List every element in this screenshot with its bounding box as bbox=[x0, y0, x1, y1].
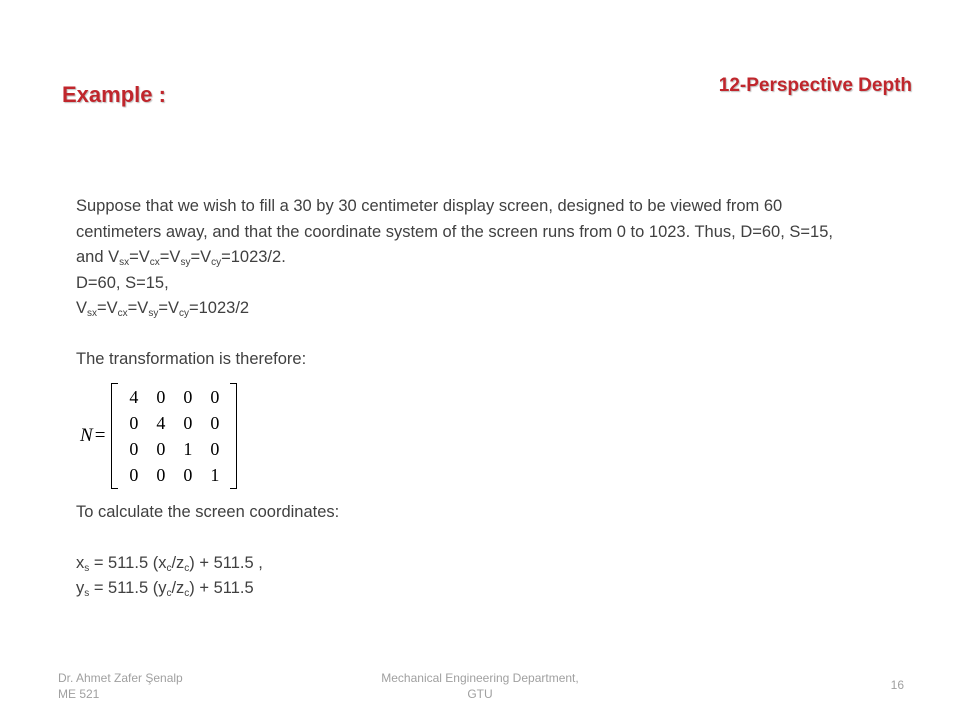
footer-author bbox=[58, 670, 183, 702]
matrix-cell: 0 bbox=[210, 387, 220, 407]
line-v-values bbox=[76, 296, 856, 322]
calculate-text: To calculate the screen coordinates: bbox=[76, 503, 340, 521]
subscript-c: c bbox=[166, 562, 172, 574]
v-text: =V bbox=[97, 299, 118, 317]
eq-text: = 511.5 (x bbox=[89, 553, 167, 572]
matrix-cell: 0 bbox=[156, 387, 166, 407]
course-code: ME 521 bbox=[58, 687, 100, 701]
matrix-cell: 0 bbox=[210, 439, 220, 459]
matrix-grid bbox=[118, 384, 230, 488]
subscript-sx: sx bbox=[87, 308, 98, 319]
matrix-cell: 0 bbox=[156, 465, 166, 485]
intro-paragraph bbox=[76, 194, 856, 271]
department-line: Mechanical Engineering Department, bbox=[381, 671, 579, 685]
subscript-c: c bbox=[184, 562, 190, 574]
spacer bbox=[76, 322, 856, 347]
subscript-sx: sx bbox=[119, 257, 130, 268]
subscript-sy: sy bbox=[180, 257, 191, 268]
matrix-cell: 4 bbox=[129, 387, 139, 407]
department-line: GTU bbox=[467, 687, 493, 701]
subscript-cy: cy bbox=[178, 308, 189, 319]
spacer bbox=[76, 526, 856, 551]
matrix-cell: 0 bbox=[129, 439, 139, 459]
transformation-text: The transformation is therefore: bbox=[76, 349, 307, 368]
subscript-cx: cx bbox=[117, 308, 128, 319]
left-bracket bbox=[111, 383, 118, 489]
eq-text: = 511.5 (y bbox=[89, 579, 167, 597]
intro-text: =V bbox=[159, 248, 181, 266]
equation-xs bbox=[76, 551, 856, 577]
eq-text: x bbox=[76, 553, 85, 572]
page-number: 16 bbox=[890, 678, 904, 692]
matrix-cell: 0 bbox=[183, 465, 193, 485]
matrix-cell: 4 bbox=[156, 413, 166, 433]
matrix-cell: 0 bbox=[129, 413, 139, 433]
intro-text: =V bbox=[190, 248, 212, 266]
line-d-s: D=60, S=15, bbox=[76, 273, 169, 292]
matrix-cell: 0 bbox=[210, 413, 220, 433]
slide-title: Example : bbox=[62, 82, 166, 107]
v-text: =1023/2 bbox=[188, 299, 250, 317]
eq-text: y bbox=[76, 579, 85, 597]
slide-subtitle: 12-Perspective Depth bbox=[718, 75, 912, 96]
matrix-cell: 0 bbox=[129, 465, 139, 485]
intro-text: =1023/2. bbox=[221, 248, 286, 266]
right-bracket bbox=[230, 383, 237, 489]
matrix-cell: 1 bbox=[210, 465, 220, 485]
equation-ys bbox=[76, 576, 856, 602]
eq-text: /z bbox=[171, 579, 185, 597]
eq-text: ) + 511.5 bbox=[189, 579, 254, 597]
subscript-s: s bbox=[84, 588, 90, 599]
intro-text: =V bbox=[129, 248, 150, 266]
matrix-cell: 1 bbox=[183, 439, 193, 459]
subscript-sy: sy bbox=[148, 308, 159, 319]
subscript-c: c bbox=[184, 588, 190, 599]
v-text: =V bbox=[127, 299, 149, 317]
matrix-cell: 0 bbox=[183, 413, 193, 433]
matrix-cell: 0 bbox=[183, 387, 193, 407]
eq-text: ) + 511.5 , bbox=[189, 553, 263, 572]
transformation-matrix bbox=[80, 382, 856, 490]
v-text: V bbox=[76, 299, 88, 317]
author-name: Dr. Ahmet Zafer Şenalp bbox=[58, 671, 183, 685]
footer-department bbox=[340, 670, 620, 702]
slide-body bbox=[76, 194, 856, 602]
v-text: =V bbox=[158, 299, 179, 317]
matrix-equals: = bbox=[94, 425, 106, 447]
intro-text: Suppose that we wish to fill a 30 by 30 centimeter display screen, designed to be viewed from 60 centimeters away, and that the coordinate system of the screen runs from 0 to 1023. Thus, D=60, S=15, and V bbox=[76, 197, 833, 266]
eq-text: /z bbox=[171, 553, 185, 572]
subscript-c: c bbox=[166, 588, 172, 599]
subscript-cy: cy bbox=[211, 257, 222, 268]
matrix-label: N bbox=[80, 425, 93, 447]
subscript-cx: cx bbox=[149, 257, 160, 268]
subscript-s: s bbox=[84, 562, 90, 574]
matrix-cell: 0 bbox=[156, 439, 166, 459]
